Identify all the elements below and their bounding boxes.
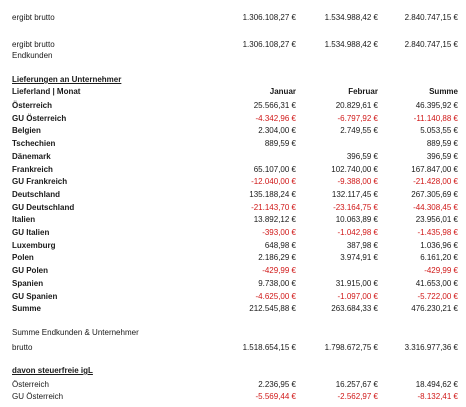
january-value: -12.040,00 € — [251, 177, 296, 187]
january-value: 25.566,31 € — [253, 101, 296, 110]
january-value: -4.625,00 € — [255, 291, 296, 301]
sum-value: 2.840.747,15 € — [404, 40, 458, 49]
row-label: ergibt brutto — [12, 13, 55, 22]
table-row — [0, 138, 466, 149]
february-value: 102.740,00 € — [331, 164, 378, 174]
country-label: GU Polen — [12, 266, 49, 276]
country-label: Spanien — [12, 278, 44, 288]
table-row — [0, 227, 466, 238]
january-value: 135.188,24 € — [249, 189, 296, 199]
table-row — [0, 240, 466, 251]
header-label: Lieferland | Monat — [12, 87, 81, 96]
february-value: 263.684,33 € — [331, 304, 378, 314]
sum-value: -8.132,41 € — [417, 392, 458, 401]
table-row — [0, 252, 466, 263]
tax-free-row — [0, 379, 466, 390]
january-value: -5.569,44 € — [255, 392, 296, 401]
sum-value: 2.840.747,15 € — [404, 13, 458, 22]
sum-value: 267.305,69 € — [411, 189, 458, 199]
country-label: GU Deutschland — [12, 202, 75, 212]
table-header — [0, 86, 466, 97]
february-value: 1.534.988,42 € — [324, 13, 378, 22]
table-row — [0, 202, 466, 213]
january-value: 889,59 € — [264, 139, 296, 149]
combined-label-row — [0, 327, 466, 338]
february-value: 3.974,91 € — [340, 253, 378, 263]
february-value: -9.388,00 € — [337, 177, 378, 187]
tax-free-heading-text: davon steuerfreie igL — [12, 366, 93, 375]
country-label: Dänemark — [12, 151, 51, 161]
january-value: 1.306.108,27 € — [242, 40, 296, 49]
summary-row — [0, 39, 466, 50]
sum-value: -5.722,00 € — [417, 291, 458, 301]
country-label: Tschechien — [12, 139, 56, 149]
february-value: 2.749,55 € — [340, 126, 378, 136]
january-value: 1.518.654,15 € — [242, 343, 296, 352]
row-label: ergibt brutto — [12, 40, 55, 49]
january-value: 65.107,00 € — [253, 164, 296, 174]
country-label: GU Österreich — [12, 113, 67, 123]
sum-value: 6.161,20 € — [420, 253, 458, 263]
combined-row — [0, 342, 466, 353]
sum-value: 167.847,00 € — [411, 164, 458, 174]
table-row — [0, 113, 466, 124]
country-label: Frankreich — [12, 164, 53, 174]
table-row — [0, 100, 466, 111]
country-label: GU Spanien — [12, 291, 58, 301]
sum-value: 1.036,96 € — [420, 240, 458, 250]
sum-value: 3.316.977,36 € — [404, 343, 458, 352]
february-value: -6.797,92 € — [337, 113, 378, 123]
summary-row — [0, 50, 466, 61]
january-value: -21.143,70 € — [251, 202, 296, 212]
country-label: GU Frankreich — [12, 177, 68, 187]
combined-label: Summe Endkunden & Unternehmer — [12, 328, 139, 337]
february-value: 1.798.672,75 € — [324, 343, 378, 352]
summary-row — [0, 12, 466, 23]
table-row — [0, 164, 466, 175]
sum-value: 396,59 € — [426, 151, 458, 161]
sum-value: -21.428,00 € — [413, 177, 458, 187]
total-label: Summe — [12, 304, 41, 314]
february-value: -1.042,98 € — [337, 228, 378, 237]
january-value: 1.306.108,27 € — [242, 13, 296, 22]
table-row — [0, 125, 466, 136]
january-value: -393,00 € — [262, 228, 296, 237]
table-row — [0, 176, 466, 187]
row-label: Endkunden — [12, 51, 53, 60]
february-value: -1.097,00 € — [337, 291, 378, 301]
sum-value: 5.053,55 € — [420, 126, 458, 136]
tax-free-heading — [0, 365, 466, 376]
table-row — [0, 291, 466, 302]
sum-value: -11.140,88 € — [413, 113, 458, 123]
january-value: 648,98 € — [264, 240, 296, 250]
country-label: Belgien — [12, 126, 41, 136]
combined-label-brutto: brutto — [12, 343, 33, 352]
country-label: Luxemburg — [12, 240, 56, 250]
february-value: -23.164,75 € — [333, 202, 378, 212]
sum-value: -429,99 € — [424, 266, 458, 276]
sum-value: 476.230,21 € — [411, 304, 458, 314]
february-value: 396,59 € — [346, 151, 378, 161]
january-value: 212.545,88 € — [249, 304, 296, 314]
tax-free-row — [0, 391, 466, 402]
table-row — [0, 151, 466, 162]
country-label: GU Österreich — [12, 392, 64, 401]
january-value: 2.186,29 € — [258, 253, 296, 263]
header-january: Januar — [269, 87, 296, 96]
february-value: 16.257,67 € — [335, 380, 378, 389]
table-row — [0, 278, 466, 289]
sum-value: 889,59 € — [426, 139, 458, 149]
february-value: 387,98 € — [346, 240, 378, 250]
section-heading — [0, 74, 466, 85]
country-label: Österreich — [12, 101, 53, 110]
country-label: Österreich — [12, 380, 49, 389]
header-february: Februar — [348, 87, 378, 96]
february-value: 20.829,61 € — [335, 101, 378, 110]
section-heading-text: Lieferungen an Unternehmer — [12, 75, 122, 84]
sum-value: 18.494,62 € — [415, 380, 458, 389]
country-label: Polen — [12, 253, 34, 263]
january-value: -4.342,96 € — [255, 113, 296, 123]
february-value: 10.063,89 € — [335, 215, 378, 225]
february-value: 31.915,00 € — [335, 278, 378, 288]
january-value: 2.304,00 € — [258, 126, 296, 136]
table-row — [0, 265, 466, 276]
sum-value: 46.395,92 € — [415, 101, 458, 110]
country-label: Italien — [12, 215, 36, 225]
table-row — [0, 214, 466, 225]
header-sum: Summe — [429, 87, 458, 96]
february-value: 1.534.988,42 € — [324, 40, 378, 49]
january-value: 9.738,00 € — [258, 278, 296, 288]
country-label: Deutschland — [12, 189, 61, 199]
table-total-row — [0, 303, 466, 314]
table-row — [0, 189, 466, 200]
sum-value: 41.653,00 € — [415, 278, 458, 288]
sum-value: -44.308,45 € — [413, 202, 458, 212]
january-value: 13.892,12 € — [253, 215, 296, 225]
january-value: -429,99 € — [262, 266, 296, 276]
january-value: 2.236,95 € — [258, 380, 296, 389]
february-value: -2.562,97 € — [337, 392, 378, 401]
sum-value: -1.435,98 € — [417, 228, 458, 237]
sum-value: 23.956,01 € — [415, 215, 458, 225]
country-label: GU Italien — [12, 228, 50, 237]
february-value: 132.117,45 € — [331, 189, 378, 199]
